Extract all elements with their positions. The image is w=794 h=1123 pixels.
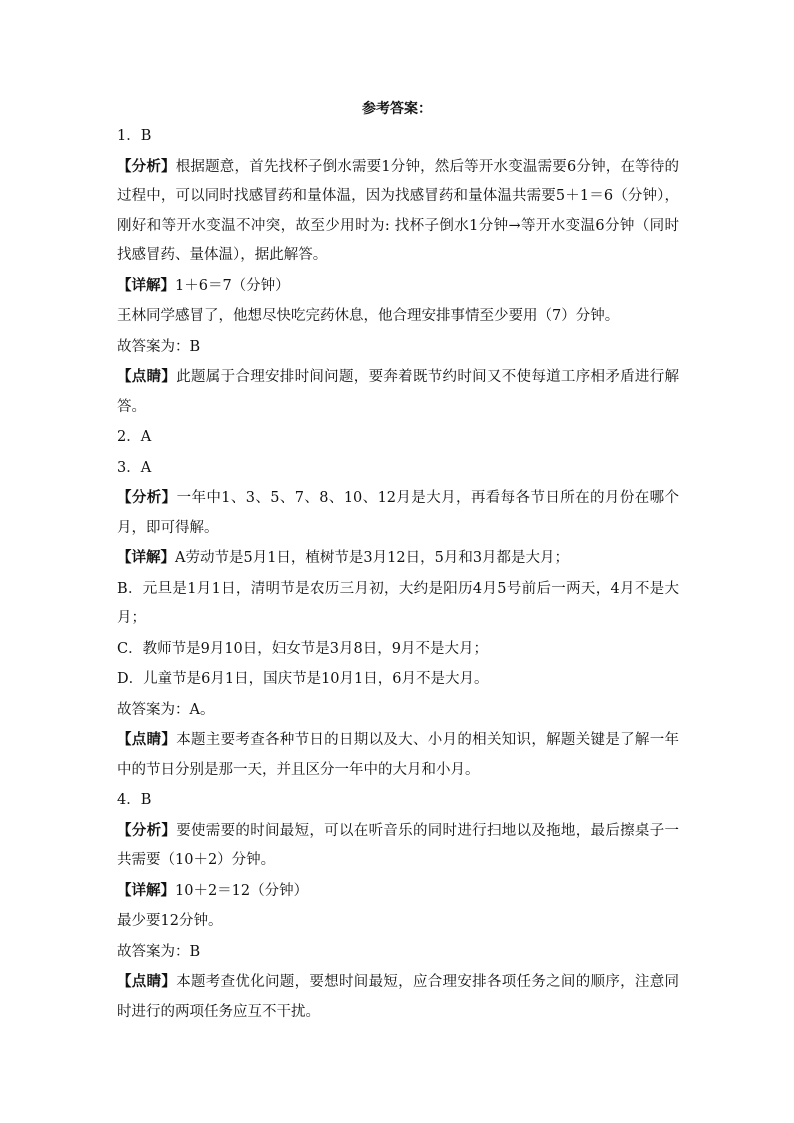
- answer-line: [117, 362, 679, 422]
- answer-line: [117, 695, 679, 726]
- line-text: 10＋2＝12（分钟）: [175, 882, 309, 899]
- line-text: 故答案为：B: [117, 943, 201, 960]
- line-text: 故答案为：A。: [117, 701, 215, 718]
- answer-line: [117, 876, 679, 907]
- line-text: 本题考查优化问题，要想时间最短，应合理安排各项任务之间的顺序，注意同时进行的两项任务应互不干扰。: [117, 974, 680, 1020]
- line-text: 王林同学感冒了，他想尽快吃完药休息，他合理安排事情至少要用（7）分钟。: [117, 308, 620, 324]
- section-tag: 【分析】: [117, 157, 176, 175]
- answer-line: [117, 967, 679, 1027]
- section-tag: 【点睛】: [117, 368, 177, 385]
- answer-line: [117, 664, 679, 695]
- line-text: 故答案为：B: [117, 338, 201, 355]
- answer-line: [117, 906, 679, 937]
- line-text: 1＋6＝7（分钟）: [175, 277, 290, 294]
- line-text: 根据题意，首先找杯子倒水需要1分钟，然后等开水变温需要6分钟，在等待的过程中，可以同时找感冒药和量体温，因为找感冒药和量体温共需要5＋1＝6（分钟），刚好和等开水变温不冲突，故至少用时为: 找杯子倒水1分钟→等开水变温6分钟（同时找感冒药、量体温），据此解答。: [117, 158, 680, 263]
- answer-line: [117, 121, 679, 152]
- line-text: 4．B: [117, 792, 152, 808]
- answer-line: [117, 574, 679, 634]
- answer-line: [117, 634, 679, 665]
- line-text: A劳动节是5月1日，植树节是3月12日，5月和3月都是大月；: [175, 550, 570, 566]
- line-text: D．儿童节是6月1日，国庆节是10月1日，6月不是大月。: [117, 671, 489, 687]
- section-tag: 【详解】: [117, 276, 175, 294]
- answer-line: [117, 937, 679, 968]
- line-text: 3．A: [117, 459, 152, 476]
- section-tag: 【点睛】: [117, 973, 177, 990]
- answer-line: [117, 483, 679, 543]
- answer-line: [117, 725, 679, 785]
- answer-line: [117, 332, 679, 363]
- section-tag: 【点睛】: [117, 731, 177, 748]
- section-tag: 【分析】: [117, 489, 177, 506]
- line-text: 此题属于合理安排时间问题，要奔着既节约时间又不使每道工序相矛盾进行解答。: [117, 369, 680, 415]
- line-text: 一年中1、3、5、7、8、10、12月是大月，再看每各节日所在的月份在哪个月，即可得解。: [117, 490, 679, 536]
- answer-line: [117, 271, 679, 302]
- answer-line: [117, 301, 679, 332]
- section-tag: 【详解】: [117, 881, 175, 899]
- line-text: 1．B: [117, 128, 152, 144]
- line-text: 2．A: [117, 429, 152, 445]
- page-title: 参考答案：: [362, 101, 432, 117]
- line-text: 本题主要考查各种节日的日期以及大、小月的相关知识，解题关键是了解一年中的节日分别是那一天，并且区分一年中的大月和小月。: [117, 732, 680, 778]
- answer-line: [117, 816, 679, 876]
- answer-line: [117, 152, 679, 271]
- answer-line: [117, 785, 679, 816]
- section-tag: 【详解】: [117, 549, 175, 566]
- answer-line: [117, 453, 679, 484]
- answer-line: [117, 422, 679, 453]
- answer-line: [117, 543, 679, 574]
- section-tag: 【分析】: [117, 821, 177, 839]
- answer-content: [117, 121, 679, 1027]
- line-text: C．教师节是9月10日，妇女节是3月8日，9月不是大月；: [117, 640, 488, 657]
- line-text: B．元旦是1月1日，清明节是农历三月初，大约是阳历4月5号前后一两天，4月不是大月；: [117, 580, 679, 626]
- line-text: 最少要12分钟。: [117, 913, 223, 929]
- line-text: 要使需要的时间最短，可以在听音乐的同时进行扫地以及拖地，最后擦桌子一共需要（10＋2）分钟。: [117, 822, 680, 868]
